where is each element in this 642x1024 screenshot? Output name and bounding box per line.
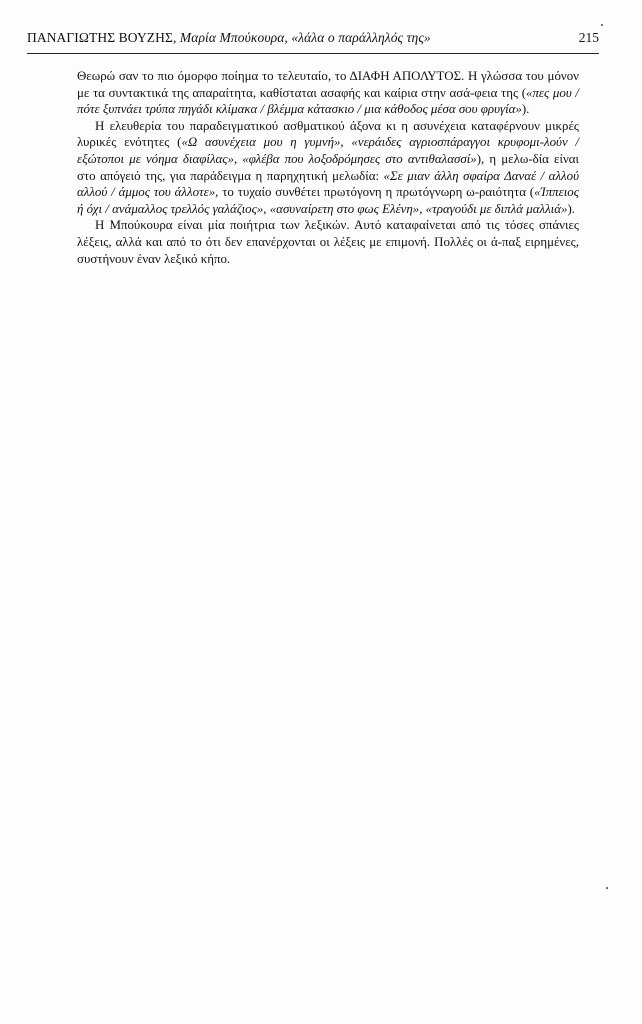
text-run: Θεωρώ σαν το πιο όμορφο ποίημα το τελευταίο, το ΔΙΑΦΗ ΑΠΟΛΥΤΟΣ. Η γλώσσα του μόνον με τα συντακτικά της απαραίτητα, καθίσταται ασαφής και καίρια στην ασά-φεια της (: [77, 69, 579, 100]
quote-run: «Ίππειος ή όχι / ανάμαλλος τρελλός γαλάζιος», «ασυναίρετη στο φως Ελένη», «τραγούδι με διπλά μαλλιά»: [77, 185, 579, 216]
text-run: Η ελευθερία του παραδειγματικού ασθματικού άξονα κι η ασυνέχεια καταφέρνουν μικρές λυρικές ενότητες (: [77, 118, 579, 150]
header-rule: [27, 53, 599, 54]
quote-run: «πες μου / πότε ξυπνάει τρύπα πηγάδι κλίμακα / βλέμμα κάτασκιο / μια κάθοδος μέσα σου φρυγία»: [77, 85, 579, 117]
text-run: ).: [567, 201, 575, 216]
paragraph: [77, 68, 579, 118]
paragraph: [77, 118, 579, 218]
header-author: ΠΑΝΑΓΙΩΤΗΣ ΒΟΥΖΗΣ,: [27, 30, 180, 45]
text-run: ).: [521, 102, 530, 117]
scan-speck: [601, 24, 603, 26]
paragraph: [77, 217, 579, 267]
text-run: , το τυχαίο συνθέτει πρωτόγονη η πρωτόγνωρη ω-ραιότητα (: [215, 185, 535, 200]
header-book-title: Μαρία Μπούκουρα, «λάλα ο παράλληλός της»: [179, 30, 431, 45]
quote-run: «Ω ασυνέχεια μου η γυμνή», «νεράιδες αγριοσπάραγγοι κρυφομι-λούν / εξώτοποι με νόημα διαφίλας», «φλέβα που λοξοδρόμησες στο αντιθαλασσί»: [77, 135, 580, 166]
scan-speck: [606, 887, 608, 889]
text-run: Η Μπούκουρα είναι μία ποιήτρια των λεξικών. Αυτό καταφαίνεται από τις τόσες σπάνιες λέξεις, αλλά και από το ότι δεν επανέρχονται οι λέξεις με επιμονή. Πολλές οι ά-παξ ειρημένες, συστήνουν έναν λεξικό κήπο.: [77, 218, 579, 266]
running-title: [27, 30, 431, 46]
text-run: ), η μελω-δία είναι στο απόγειό της, για παράδειγμα η παρηχητική μελωδία:: [77, 151, 579, 183]
page-number: 215: [578, 30, 599, 45]
body-text: [77, 68, 579, 267]
quote-run: «Σε μιαν άλλη σφαίρα Δαναέ / αλλού αλλού / άμμος του άλλοτε»: [77, 168, 579, 200]
running-header: [27, 30, 599, 54]
